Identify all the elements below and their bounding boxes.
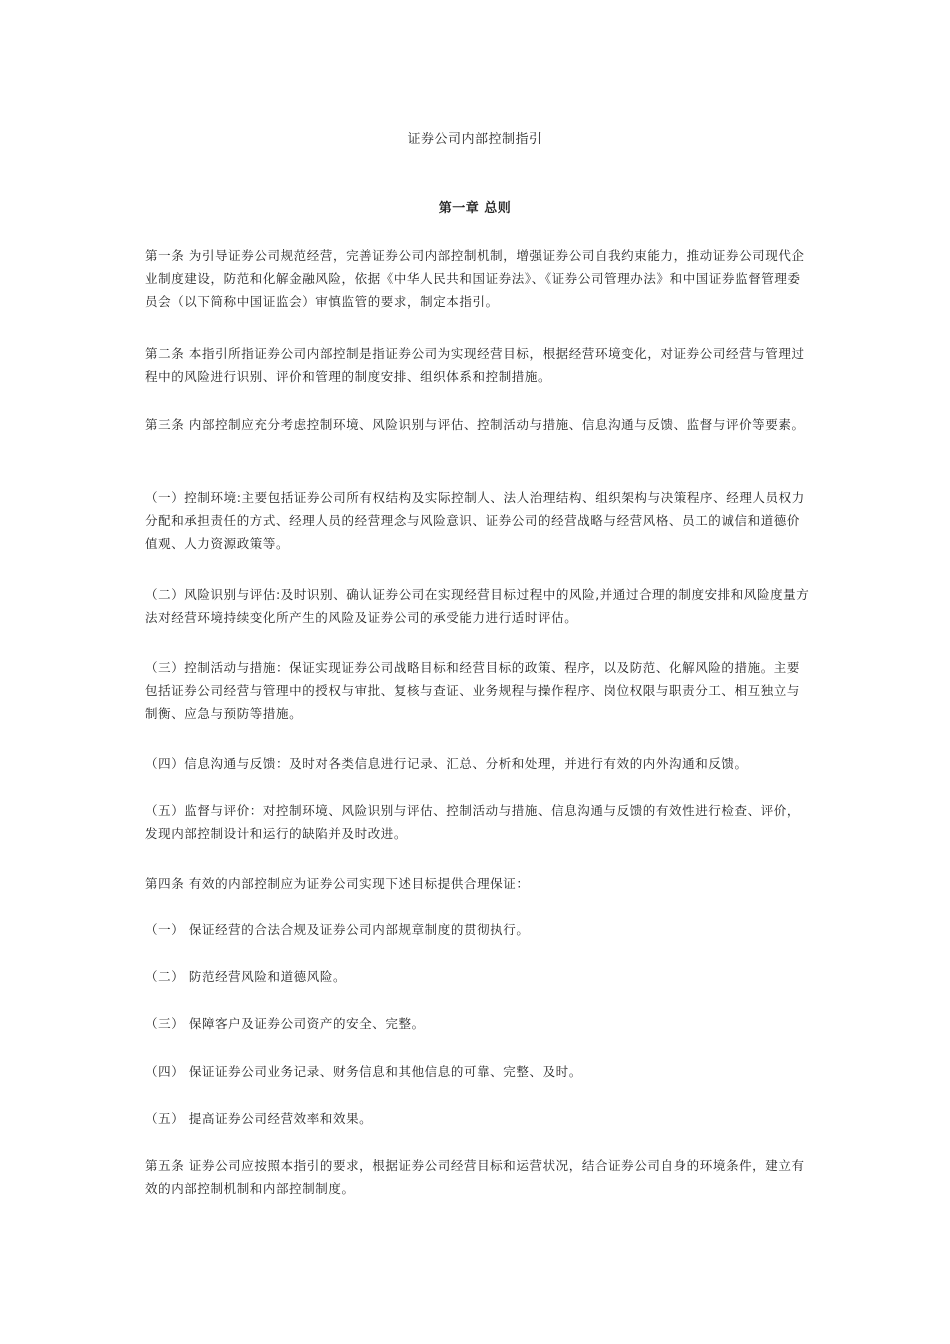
article-5: 第五条 证券公司应按照本指引的要求，根据证券公司经营目标和运营状况，结合证券公司自身的环境条件，建立有效的内部控制机制和内部控制制度。 [145,1158,805,1196]
article-4-item-1: （一） 保证经营的合法合规及证券公司内部规章制度的贯彻执行。 [145,922,530,937]
article-3-item-3: （三）控制活动与措施：保证实现证券公司战略目标和经营目标的政策、程序，以及防范、化解风险的措施。主要包括证券公司经营与管理中的授权与审批、复核与查证、业务规程与操作程序、岗位权限与职责分工、相互独立与制衡、应急与预防等措施。 [145,660,801,721]
article-4-item-5: （五） 提高证券公司经营效率和效果。 [145,1111,373,1126]
article-4: 第四条 有效的内部控制应为证券公司实现下述目标提供合理保证： [145,876,530,891]
article-3-item-5: （五）监督与评价：对控制环境、风险识别与评估、控制活动与措施、信息沟通与反馈的有效性进行检查、评价，发现内部控制设计和运行的缺陷并及时改进。 [145,803,801,841]
article-1: 第一条 为引导证券公司规范经营，完善证券公司内部控制机制，增强证券公司自我约束能力，推动证券公司现代企业制度建设，防范和化解金融风险，依据《中华人民共和国证券法》、《证券公司管理办法》和中国证券监督管理委员会（以下简称中国证监会）审慎监管的要求，制定本指引。 [145,248,805,309]
article-3-item-2: （二）风险识别与评估:及时识别、确认证券公司在实现经营目标过程中的风险,并通过合理的制度安排和风险度量方法对经营环境持续变化所产生的风险及证券公司的承受能力进行适时评估。 [145,587,810,625]
chapter-title: 第一章 总则 [438,201,512,216]
article-3-item-1: （一）控制环境:主要包括证券公司所有权结构及实际控制人、法人治理结构、组织架构与决策程序、经理人员权力分配和承担责任的方式、经理人员的经营理念与风险意识、证券公司的经营战略与经营风格、员工的诚信和道德价值观、人力资源政策等。 [145,490,805,551]
article-3-item-4: （四）信息沟通与反馈：及时对各类信息进行记录、汇总、分析和处理，并进行有效的内外沟通和反馈。 [145,756,748,771]
article-2: 第二条 本指引所指证券公司内部控制是指证券公司为实现经营目标，根据经营环境变化，对证券公司经营与管理过程中的风险进行识别、评价和管理的制度安排、组织体系和控制措施。 [145,346,805,384]
article-4-item-4: （四） 保证证券公司业务记录、财务信息和其他信息的可靠、完整、及时。 [145,1064,582,1079]
article-3: 第三条 内部控制应充分考虑控制环境、风险识别与评估、控制活动与措施、信息沟通与反馈、监督与评价等要素。 [145,417,805,432]
article-4-item-2: （二） 防范经营风险和道德风险。 [145,969,347,984]
article-4-item-3: （三） 保障客户及证券公司资产的安全、完整。 [145,1016,425,1031]
document-title: 证券公司内部控制指引 [407,132,543,147]
